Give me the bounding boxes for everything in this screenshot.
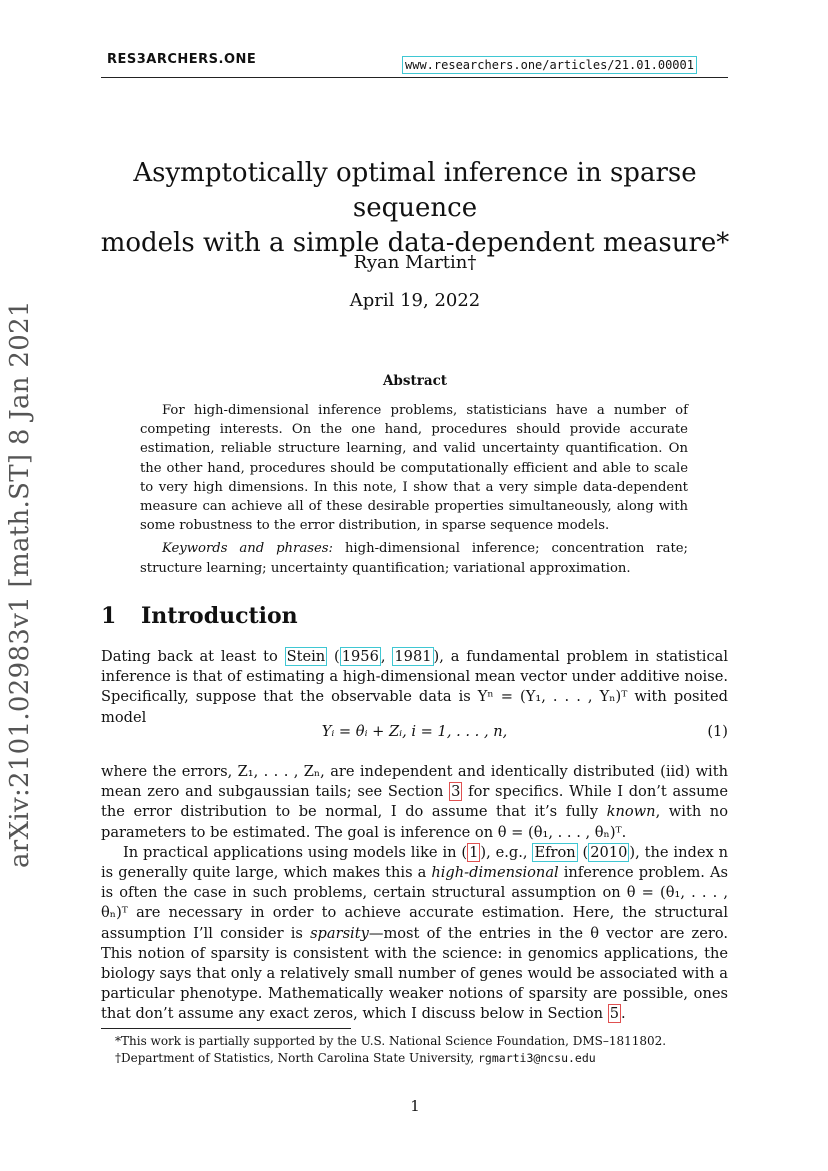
cite-2010[interactable]: 2010 <box>590 843 628 861</box>
text-run: ), a fundamental problem in statistical inference is that of estimating a high-dimensional mean vector under additive noise. Specifically, suppose that the observable data is Yⁿ = (Y₁, . . . , Yₙ)ᵀ with posited model <box>101 648 728 726</box>
title-line-2: models with a simple data-dependent measure* <box>100 228 730 258</box>
equation-text: Yᵢ = θᵢ + Zᵢ, i = 1, . . . , n, <box>321 723 508 740</box>
keywords-list: high-dimensional inference; concentration rate; structure learning; uncertainty quantification; variational approximation. <box>140 541 689 576</box>
text-run: ), the index n is generally quite large, which makes this a <box>101 843 728 882</box>
intro-paragraph-1 <box>101 647 728 728</box>
cite-efron[interactable]: Efron <box>534 843 576 861</box>
author-name: Ryan Martin† <box>353 252 477 273</box>
section-title: Introduction <box>141 603 298 629</box>
emphasis: known <box>606 803 656 821</box>
paper-title <box>100 156 730 261</box>
keywords-label: Keywords and phrases: <box>162 541 334 557</box>
emphasis: sparsity <box>310 924 369 942</box>
text-run: inference problem. As is often the case in such problems, certain structural assumption on θ = (θ₁, . . . , θₙ)ᵀ are necessary in order to achieve accurate estimation. Here, the structural assumption I’ll consider is <box>101 864 728 942</box>
abstract-body <box>140 401 688 578</box>
text-run: . <box>621 1005 626 1023</box>
researchers-one-logo: RES3ARCHERS.ONE <box>107 52 257 67</box>
section-number: 1 <box>101 603 117 629</box>
article-url-link[interactable]: www.researchers.one/articles/21.01.00001 <box>402 56 697 74</box>
ref-section-5[interactable]: 5 <box>609 1005 620 1023</box>
intro-paragraph-3 <box>101 843 728 1025</box>
header-rule <box>101 77 728 78</box>
text-run: for specifics. While I don’t assume the error distribution to be normal, I do assume that it’s fully <box>101 783 728 821</box>
text-run: where the errors, Z₁, . . . , Zₙ, are independent and identically distributed (iid) with mean zero and subgaussian tails; see Section <box>101 763 728 801</box>
text-run: Dating back at least to <box>101 648 285 665</box>
section-heading <box>101 603 298 629</box>
keywords <box>140 539 688 577</box>
text-run: —most of the entries in the θ vector are zero. This notion of sparsity is consistent with the science: in genomics applications, the biology says that only a relatively small number of genes would be associated with a particular phenotype. Mathematically weaker notions of sparsity are possible, ones that don’t assume any exact zeros, which I discuss below in Section <box>101 924 728 1023</box>
footnote-2-text: †Department of Statistics, North Carolina State University, <box>115 1051 478 1065</box>
abstract-text: For high-dimensional inference problems, statisticians have a number of competing interests. On the one hand, procedures should provide accurate estimation, reliable structure learning, and valid uncertainty quantification. On the other hand, procedures should be computationally efficient and able to scale to very high dimensions. In this note, I show that a very simple data-dependent measure can achieve all of these desirable properties simultaneously, along with some robustness to the error distribution, in sparse sequence models. <box>140 403 688 534</box>
ref-equation-1[interactable]: 1 <box>469 843 479 861</box>
emphasis: high-dimensional <box>431 864 559 882</box>
text-run: ( <box>577 843 589 861</box>
abstract-heading: Abstract <box>382 373 448 389</box>
footnote-2 <box>115 1050 715 1067</box>
cite-1981[interactable]: 1981 <box>394 648 432 665</box>
equation-1 <box>101 723 728 740</box>
title-line-1: Asymptotically optimal inference in sparse sequence <box>133 158 697 223</box>
text-run: ), e.g., <box>480 843 533 861</box>
page-number: 1 <box>410 1097 420 1115</box>
intro-paragraph-2 <box>101 762 728 1025</box>
equation-number: (1) <box>707 723 728 740</box>
text-run: ( <box>327 648 340 665</box>
arxiv-side-stamp: arXiv:2101.02983v1 [math.ST] 8 Jan 2021 <box>5 300 35 868</box>
text-run: , with no parameters to be estimated. The goal is inference on θ = (θ₁, . . . , θₙ)ᵀ. <box>101 803 728 841</box>
text-run: , <box>380 648 393 665</box>
footnote-rule <box>101 1028 351 1029</box>
cite-1956[interactable]: 1956 <box>341 648 379 665</box>
footnote-1: *This work is partially supported by the U.S. National Science Foundation, DMS–1811802. <box>115 1034 667 1048</box>
cite-stein[interactable]: Stein <box>286 648 326 665</box>
paper-date: April 19, 2022 <box>349 290 481 311</box>
text-run: In practical applications using models like in ( <box>123 843 468 861</box>
ref-section-3[interactable]: 3 <box>451 783 461 801</box>
author-email-link[interactable]: rgmarti3@ncsu.edu <box>478 1051 596 1065</box>
